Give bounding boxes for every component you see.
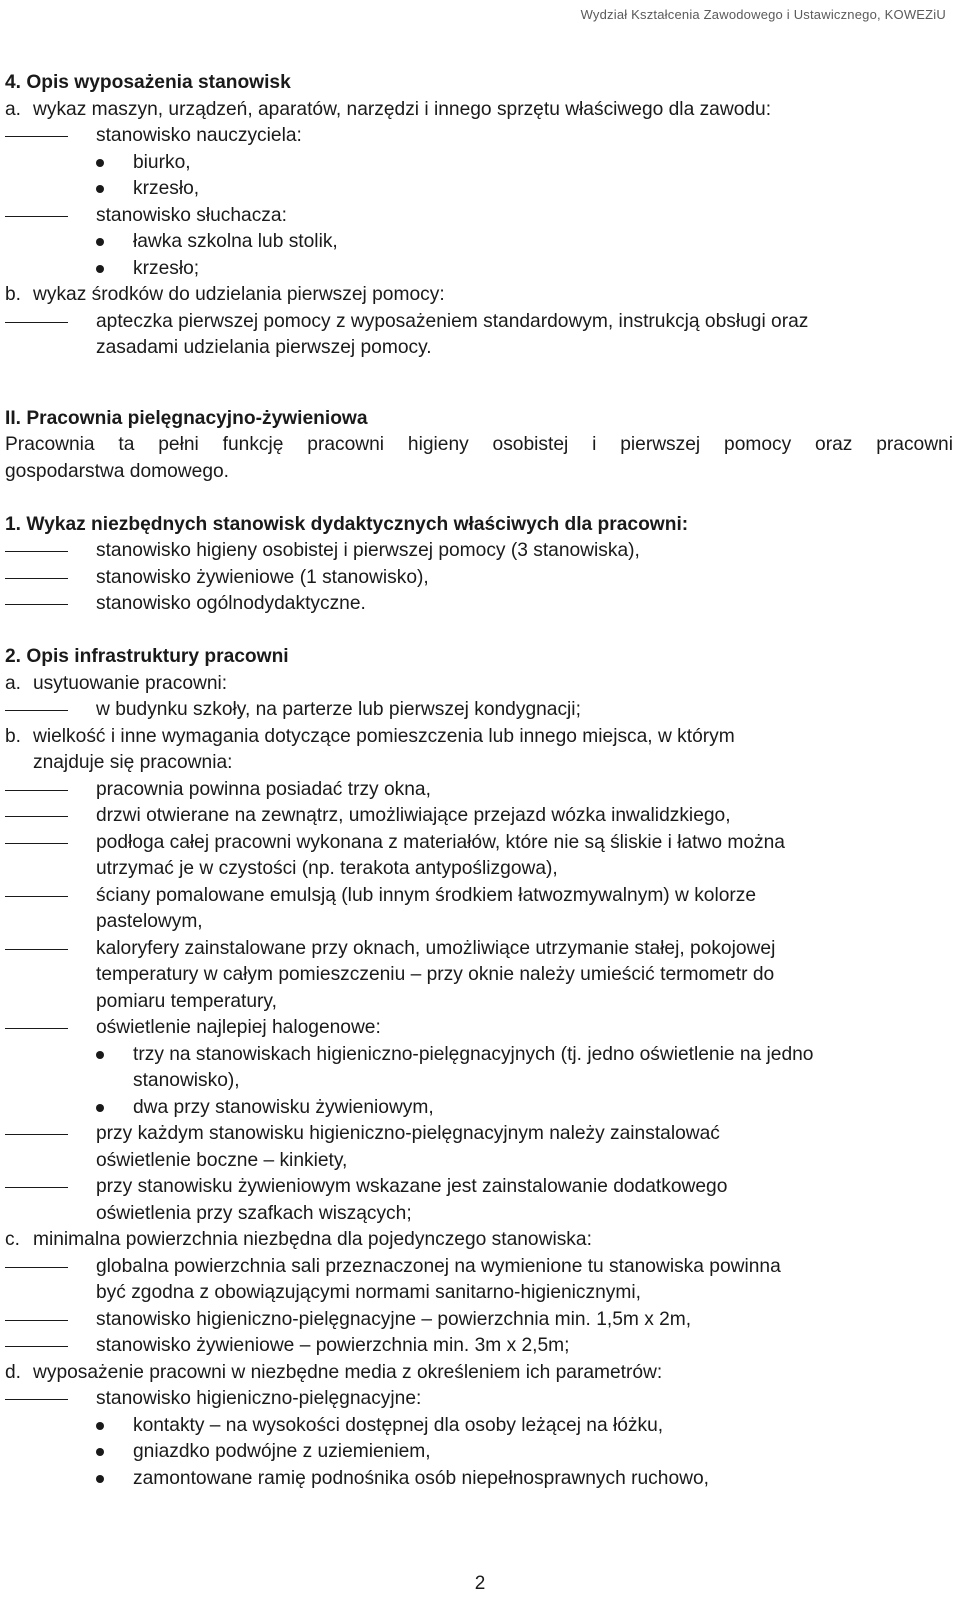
dash-item-text: stanowisko higieniczno-pielęgnacyjne: [96, 1388, 422, 1409]
dash-item-continuation: być zgodna z obowiązującymi normami sanitarno-higienicznymi, [96, 1282, 641, 1303]
bullet-text: krzesło; [133, 257, 200, 279]
bullet-text: ławka szkolna lub stolik, [133, 231, 338, 252]
dash-marker [5, 1134, 68, 1135]
section-4a-text: wykaz maszyn, urządzeń, aparatów, narzędzi i innego sprzętu właściwego dla zawodu: [33, 98, 772, 120]
dash-item [5, 1121, 953, 1148]
dash-item-text: globalna powierzchnia sali przeznaczonej na wymienione tu stanowiska powinna [96, 1255, 781, 1277]
section-4b-text: wykaz środków do udzielania pierwszej pomocy: [33, 284, 445, 305]
list-marker: a. [5, 672, 22, 694]
bullet-item [5, 1466, 953, 1493]
bullet-item [5, 1439, 953, 1466]
dash-marker [5, 216, 68, 217]
section-4b-item [5, 282, 953, 309]
section-II-heading: II. Pracownia pielęgnacyjno-żywieniowa [5, 407, 368, 429]
dash-marker [5, 322, 68, 323]
page-header: Wydział Kształcenia Zawodowego i Ustawicznego, KOWEZiU [580, 7, 946, 22]
dash-marker [5, 896, 68, 897]
dash-item-text: stanowisko ogólnodydaktyczne. [96, 593, 366, 614]
dash-item [5, 1386, 953, 1413]
dash-item-text: kaloryfery zainstalowane przy oknach, umożliwiące utrzymanie stałej, pokojowej [96, 937, 776, 959]
bullet-item [5, 229, 953, 256]
list-marker: b. [5, 284, 22, 305]
dash-item [5, 803, 953, 830]
bullet-item [5, 176, 953, 203]
dash-marker [5, 1267, 68, 1268]
section-2-heading: 2. Opis infrastruktury pracowni [5, 646, 289, 667]
dash-item [5, 309, 953, 336]
dash-item [5, 565, 953, 592]
section-II-paragraph-line: gospodarstwa domowego. [5, 460, 229, 482]
dash-item-text: w budynku szkoły, na parterze lub pierwszej kondygnacji; [96, 699, 581, 720]
bullet-text: dwa przy stanowisku żywieniowym, [133, 1096, 434, 1118]
dash-marker [5, 604, 68, 605]
dash-marker [5, 1187, 68, 1188]
dash-item-text: przy każdym stanowisku higieniczno-pielęgnacyjnym należy zainstalować [96, 1123, 720, 1144]
dash-marker [5, 1346, 68, 1347]
dash-item-text: apteczka pierwszej pomocy z wyposażeniem standardowym, instrukcją obsługi oraz [96, 310, 809, 332]
dash-marker [5, 790, 68, 791]
dash-item [5, 1307, 953, 1334]
dash-item-text: oświetlenie najlepiej halogenowe: [96, 1017, 381, 1038]
dash-item [5, 936, 953, 963]
section-2c-text: minimalna powierzchnia niezbędna dla pojedynczego stanowiska: [33, 1229, 592, 1250]
section-2b-continuation: znajduje się pracownia: [33, 752, 233, 773]
dash-item-text: przy stanowisku żywieniowym wskazane jest zainstalowanie dodatkowego [96, 1176, 728, 1197]
dash-item-continuation: zasadami udzielania pierwszej pomocy. [96, 337, 432, 358]
dash-item [5, 203, 953, 230]
dash-item [5, 591, 953, 618]
bullet-text: gniazdko podwójne z uziemieniem, [133, 1441, 431, 1462]
dash-marker [5, 816, 68, 817]
bullet-text: zamontowane ramię podnośnika osób niepełnosprawnych ruchowo, [133, 1467, 709, 1489]
bullet-marker [96, 265, 104, 273]
dash-item [5, 1333, 953, 1360]
list-marker: c. [5, 1229, 20, 1250]
dash-item-continuation: temperatury w całym pomieszczeniu – przy oknie należy umieścić termometr do [96, 964, 775, 985]
dash-item-text: ściany pomalowane emulsją (lub innym środkiem łatwozmywalnym) w kolorze [96, 884, 757, 906]
bullet-text: biurko, [133, 151, 191, 173]
bullet-marker [96, 1051, 104, 1059]
section-2b-text: wielkość i inne wymagania dotyczące pomieszczenia lub innego miejsca, w którym [33, 725, 735, 747]
dash-item-continuation: utrzymać je w czystości (np. terakota antypoślizgowa), [96, 858, 558, 879]
section-2a-text: usytuowanie pracowni: [33, 672, 228, 694]
dash-marker [5, 136, 68, 137]
dash-item-text: stanowisko żywieniowe – powierzchnia min. 3m x 2,5m; [96, 1335, 570, 1356]
dash-item-text: stanowisko żywieniowe (1 stanowisko), [96, 566, 429, 588]
dash-marker [5, 949, 68, 950]
dash-item [5, 1174, 953, 1201]
dash-marker [5, 1028, 68, 1029]
section-2c-item [5, 1227, 953, 1254]
dash-item-text: pracownia powinna posiadać trzy okna, [96, 778, 431, 800]
dash-item [5, 697, 953, 724]
bullet-item [5, 1095, 953, 1122]
bullet-marker [96, 159, 104, 167]
dash-item [5, 1254, 953, 1281]
bullet-marker [96, 1104, 104, 1112]
section-4-heading: 4. Opis wyposażenia stanowisk [5, 72, 291, 93]
dash-marker [5, 710, 68, 711]
dash-item [5, 538, 953, 565]
dash-item-text: drzwi otwierane na zewnątrz, umożliwiające przejazd wózka inwalidzkiego, [96, 805, 731, 826]
bullet-marker [96, 1475, 104, 1483]
document-body [5, 70, 953, 1492]
bullet-item [5, 1042, 953, 1069]
section-4a-item [5, 97, 953, 124]
dash-marker [5, 1399, 68, 1400]
dash-item [5, 1015, 953, 1042]
list-marker: d. [5, 1361, 22, 1383]
dash-item-continuation: oświetlenie boczne – kinkiety, [96, 1149, 348, 1171]
dash-marker [5, 551, 68, 552]
dash-item [5, 830, 953, 857]
bullet-text: krzesło, [133, 178, 200, 199]
section-1-heading: 1. Wykaz niezbędnych stanowisk dydaktycznych właściwych dla pracowni: [5, 513, 689, 535]
dash-item-text: podłoga całej pracowni wykonana z materiałów, które nie są śliskie i łatwo można [96, 831, 785, 853]
bullet-item [5, 1413, 953, 1440]
dash-item-text: stanowisko nauczyciela: [96, 125, 302, 146]
dash-item-continuation: pastelowym, [96, 911, 203, 932]
bullet-item [5, 150, 953, 177]
dash-item-continuation: pomiaru temperatury, [96, 990, 277, 1012]
dash-item-text: stanowisko słuchacza: [96, 204, 287, 226]
section-2a-item [5, 671, 953, 698]
section-2d-text: wyposażenie pracowni w niezbędne media z określeniem ich parametrów: [33, 1361, 663, 1383]
section-II-paragraph-line: Pracownia ta pełni funkcję pracowni higieny osobistej i pierwszej pomocy oraz pracowni [5, 434, 953, 455]
dash-item-text: stanowisko higieniczno-pielęgnacyjne – powierzchnia min. 1,5m x 2m, [96, 1308, 692, 1330]
bullet-text: trzy na stanowiskach higieniczno-pielęgnacyjnych (tj. jedno oświetlenie na jedno [133, 1043, 814, 1065]
dash-marker [5, 1320, 68, 1321]
list-marker: b. [5, 725, 22, 747]
section-2b-item [5, 724, 953, 751]
list-marker: a. [5, 98, 22, 120]
bullet-item-continuation: stanowisko), [133, 1070, 240, 1091]
bullet-marker [96, 1448, 104, 1456]
dash-item [5, 123, 953, 150]
bullet-marker [96, 1422, 104, 1430]
bullet-marker [96, 238, 104, 246]
bullet-marker [96, 185, 104, 193]
dash-item [5, 883, 953, 910]
section-2d-item [5, 1360, 953, 1387]
dash-item-continuation: oświetlenia przy szafkach wiszących; [96, 1202, 412, 1224]
dash-marker [5, 578, 68, 579]
bullet-text: kontakty – na wysokości dostępnej dla osoby leżącej na łóżku, [133, 1414, 664, 1436]
dash-item-text: stanowisko higieny osobistej i pierwszej pomocy (3 stanowiska), [96, 540, 640, 561]
page-number: 2 [474, 1573, 486, 1594]
dash-marker [5, 843, 68, 844]
dash-item [5, 777, 953, 804]
bullet-item [5, 256, 953, 283]
